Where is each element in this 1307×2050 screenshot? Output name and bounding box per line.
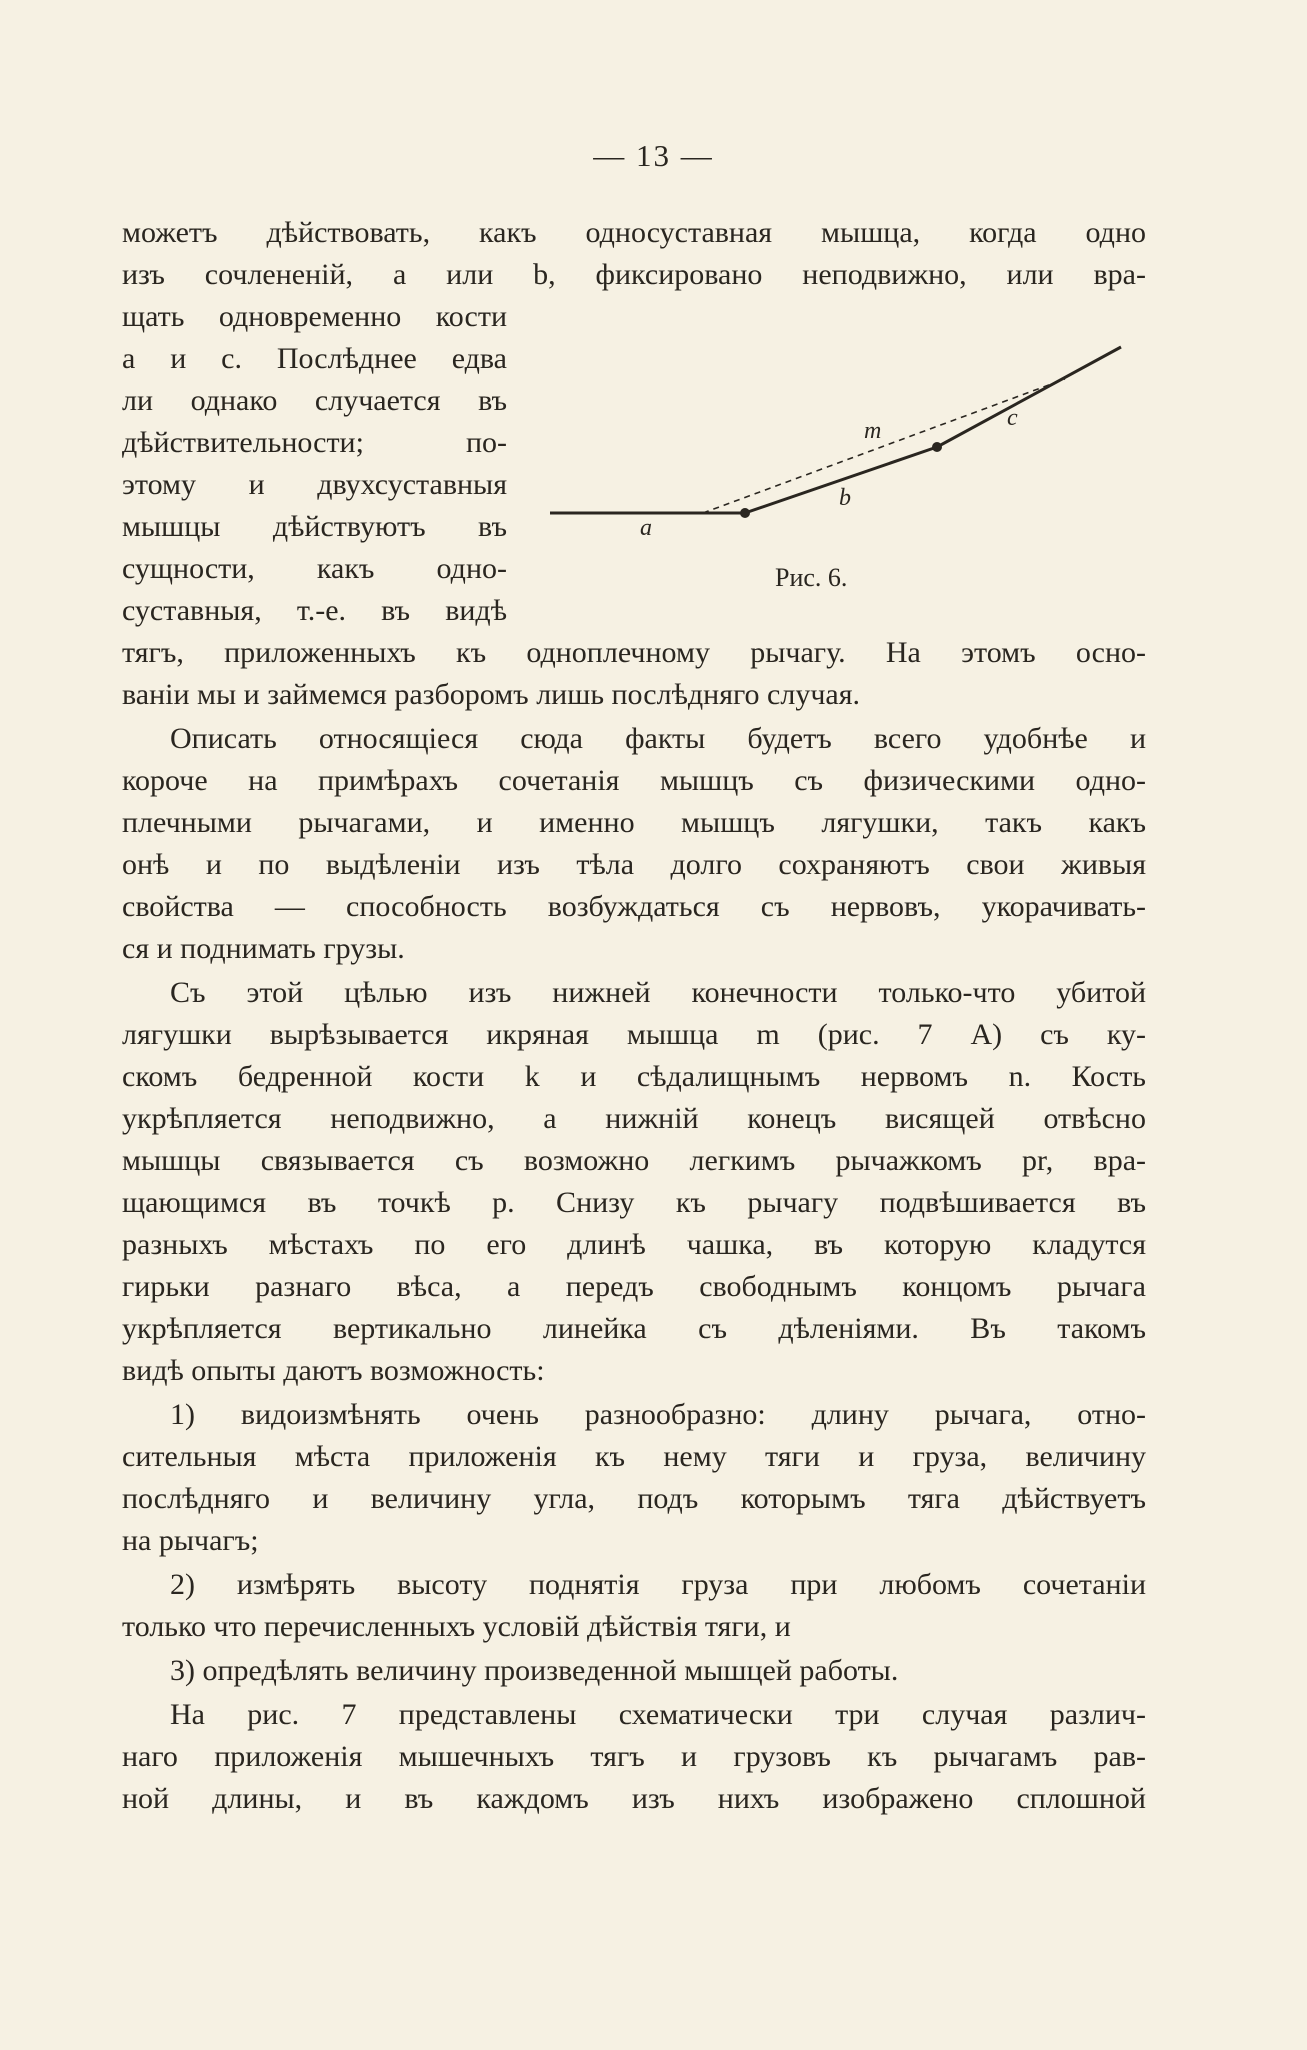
- text-line: на рычагъ;: [122, 1524, 259, 1557]
- figure-caption: Рис. 6.: [775, 563, 848, 592]
- text-line: сущности, какъ одно-: [122, 552, 507, 585]
- joint-point: [740, 508, 750, 518]
- text-line: укрѣпляется неподвижно, а нижній конецъ висящей отвѣсно: [122, 1102, 1146, 1135]
- text-line: этому и двухсуставныя: [122, 468, 507, 501]
- text-line: послѣдняго и величину угла, подъ которымъ тяга дѣйствуетъ: [122, 1482, 1146, 1515]
- text-line: лягушки вырѣзывается икряная мышца m (рис. 7 А) съ ку-: [122, 1018, 1146, 1051]
- text-line: 1) видоизмѣнять очень разнообразно: длину рычага, отно-: [170, 1398, 1146, 1431]
- text-line: ли однако случается въ: [122, 384, 507, 417]
- text-line: наго приложенія мышечныхъ тягъ и грузовъ къ рычагамъ рав-: [122, 1740, 1146, 1773]
- figure-6: [545, 335, 1145, 615]
- text-line: 3) опредѣлять величину произведенной мышцей работы.: [170, 1654, 899, 1687]
- text-line: дѣйствительности; по-: [122, 426, 507, 459]
- text-line: мышцы дѣйствуютъ въ: [122, 510, 507, 543]
- text-line: щающимся въ точкѣ p. Снизу къ рычагу подвѣшивается въ: [122, 1186, 1146, 1219]
- text-line: скомъ бедренной кости k и сѣдалищнымъ нервомъ n. Кость: [122, 1060, 1146, 1093]
- muscle-m-dashed: [703, 379, 1065, 513]
- label-m: m: [864, 418, 882, 444]
- text-line: разныхъ мѣстахъ по его длинѣ чашка, въ которую кладутся: [122, 1228, 1146, 1261]
- text-line: укрѣпляется вертикально линейка съ дѣленіями. Въ такомъ: [122, 1312, 1146, 1345]
- segment-c: [937, 347, 1121, 447]
- text-line: можетъ дѣйствовать, какъ односуставная мышца, когда одно: [122, 216, 1146, 249]
- text-line: гирьки разнаго вѣса, а передъ свободнымъ концомъ рычага: [122, 1270, 1146, 1303]
- text-line: короче на примѣрахъ сочетанія мышцъ съ физическими одно-: [122, 764, 1146, 797]
- text-line: суставныя, т.-е. въ видѣ: [122, 594, 507, 627]
- text-line: Съ этой цѣлью изъ нижней конечности только-что убитой: [170, 976, 1146, 1009]
- text-line: свойства — способность возбуждаться съ нервовъ, укорачивать-: [122, 890, 1146, 923]
- page-number: — 13 —: [593, 138, 714, 173]
- text-line: изъ сочлененій, a или b, фиксировано неподвижно, или вра-: [122, 258, 1146, 291]
- text-line: тягъ, приложенныхъ къ одноплечному рычагу. На этомъ осно-: [122, 636, 1146, 669]
- text-line: только что перечисленныхъ условій дѣйствія тяги, и: [122, 1610, 791, 1643]
- text-line: На рис. 7 представлены схематически три случая различ-: [170, 1698, 1146, 1731]
- text-line: онѣ и по выдѣленіи изъ тѣла долго сохраняютъ свои живыя: [122, 848, 1146, 881]
- label-a: a: [640, 515, 652, 541]
- label-b: b: [839, 485, 851, 511]
- text-line: сительныя мѣста приложенія къ нему тяги и груза, величину: [122, 1440, 1146, 1473]
- text-line: Описать относящіеся сюда факты будетъ всего удобнѣе и: [170, 722, 1146, 755]
- text-line: ной длины, и въ каждомъ изъ нихъ изображено сплошной: [122, 1782, 1146, 1815]
- text-line: ся и поднимать грузы.: [122, 932, 405, 965]
- text-line: видѣ опыты даютъ возможность:: [122, 1354, 545, 1387]
- joint-point: [932, 442, 942, 452]
- text-line: a и c. Послѣднее едва: [122, 342, 507, 375]
- label-c: c: [1007, 405, 1018, 431]
- text-line: мышцы связывается съ возможно легкимъ рычажкомъ pr, вра-: [122, 1144, 1146, 1177]
- text-line: 2) измѣрять высоту поднятія груза при любомъ сочетаніи: [170, 1568, 1146, 1601]
- text-line: ваніи мы и займемся разборомъ лишь послѣдняго случая.: [122, 678, 861, 711]
- text-line: плечными рычагами, и именно мышцъ лягушки, такъ какъ: [122, 806, 1146, 839]
- text-line: щать одновременно кости: [122, 300, 507, 333]
